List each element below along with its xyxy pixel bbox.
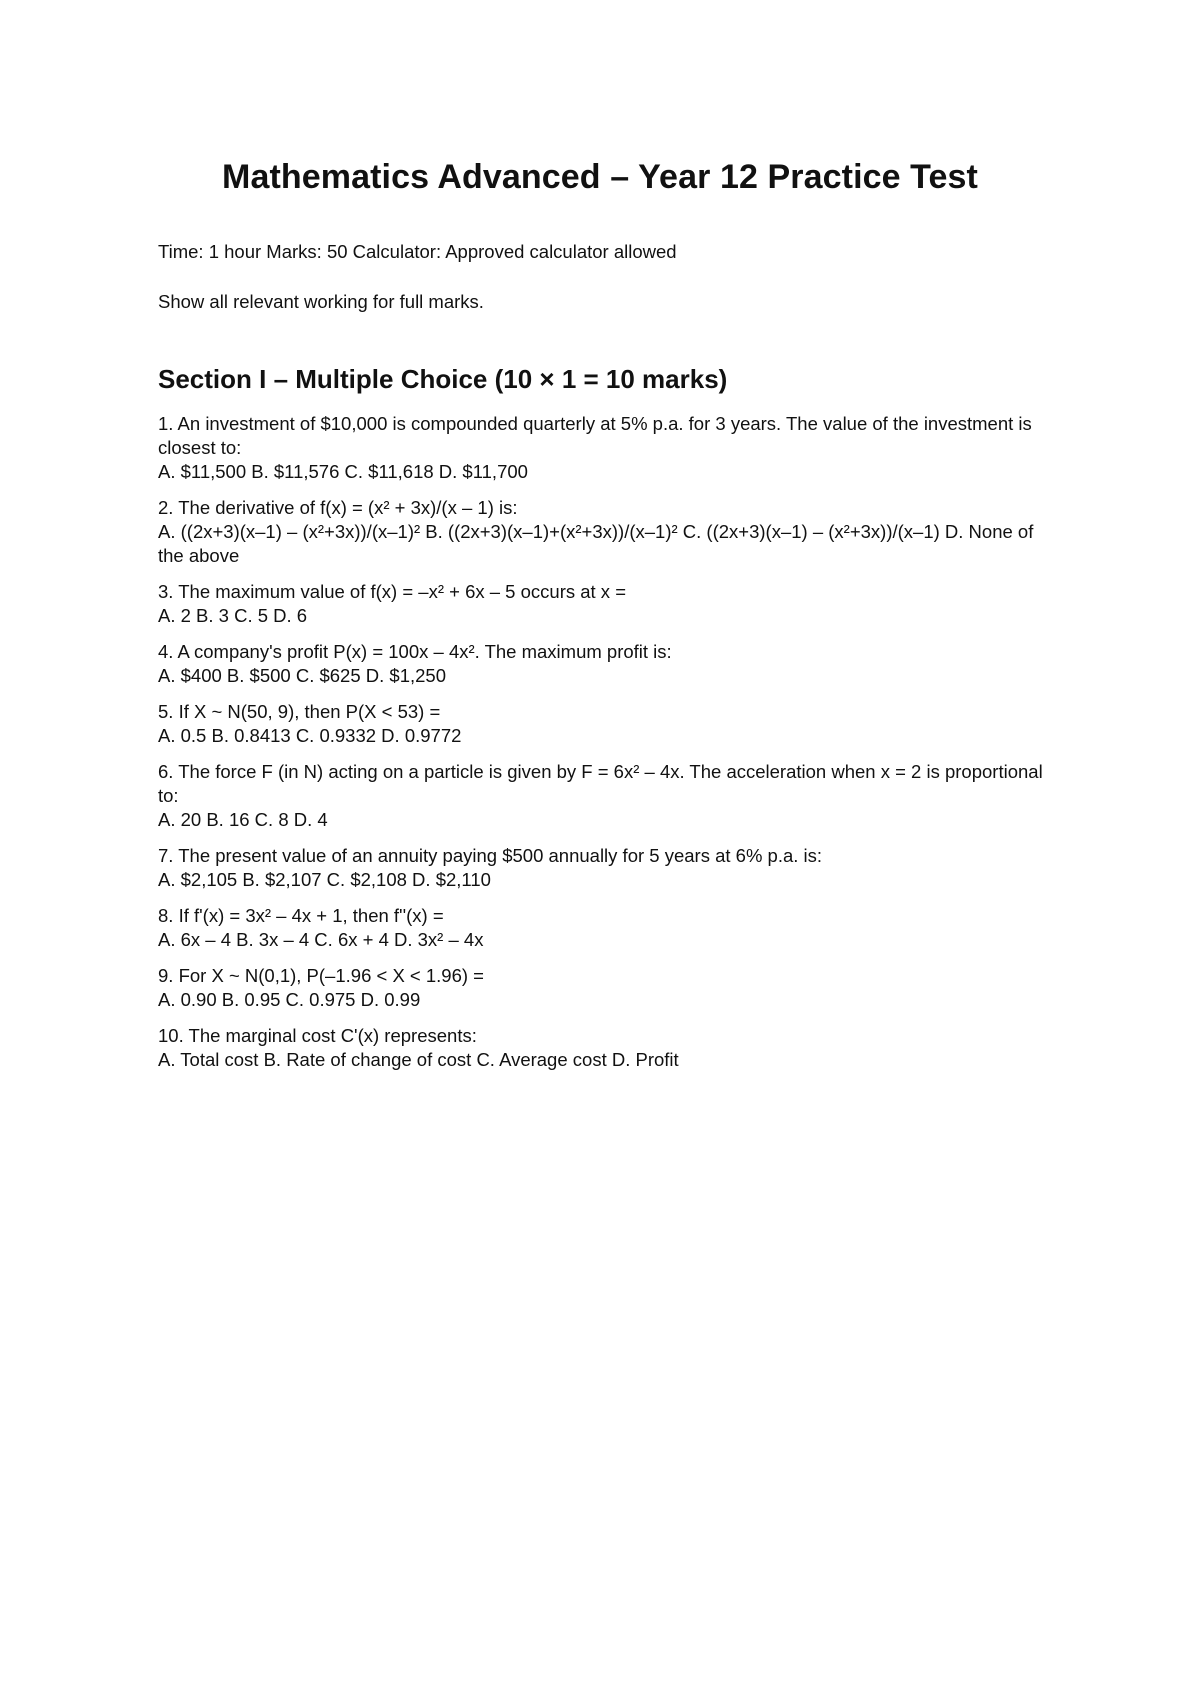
question-stem: 1. An investment of $10,000 is compounded quarterly at 5% p.a. for 3 years. The value of the investment is closest to: — [158, 413, 1032, 458]
question-6 — [158, 760, 1058, 832]
question-options: A. $400 B. $500 C. $625 D. $1,250 — [158, 665, 446, 686]
question-stem: 6. The force F (in N) acting on a particle is given by F = 6x² – 4x. The acceleration when x = 2 is proportional to: — [158, 761, 1043, 806]
question-stem: 5. If X ~ N(50, 9), then P(X < 53) = — [158, 701, 441, 722]
question-options: A. $11,500 B. $11,576 C. $11,618 D. $11,700 — [158, 461, 528, 482]
question-8 — [158, 904, 1058, 952]
instruction-text: Show all relevant working for full marks. — [158, 291, 484, 312]
test-details: Time: 1 hour Marks: 50 Calculator: Approved calculator allowed — [158, 241, 677, 262]
question-4 — [158, 640, 1058, 688]
question-stem: 10. The marginal cost C'(x) represents: — [158, 1025, 477, 1046]
question-options: A. ((2x+3)(x–1) – (x²+3x))/(x–1)² B. ((2x+3)(x–1)+(x²+3x))/(x–1)² C. ((2x+3)(x–1) – (x²+3x))/(x–1) D. None of the above — [158, 521, 1034, 566]
document-title: Mathematics Advanced – Year 12 Practice Test — [222, 158, 978, 196]
question-options: A. Total cost B. Rate of change of cost C. Average cost D. Profit — [158, 1049, 679, 1070]
question-options: A. 2 B. 3 C. 5 D. 6 — [158, 605, 308, 626]
question-options: A. $2,105 B. $2,107 C. $2,108 D. $2,110 — [158, 869, 491, 890]
document-body — [158, 240, 1058, 1084]
question-options: A. 0.5 B. 0.8413 C. 0.9332 D. 0.9772 — [158, 725, 462, 746]
question-stem: 7. The present value of an annuity paying $500 annually for 5 years at 6% p.a. is: — [158, 845, 823, 866]
question-stem: 3. The maximum value of f(x) = –x² + 6x – 5 occurs at x = — [158, 581, 627, 602]
question-stem: 2. The derivative of f(x) = (x² + 3x)/(x – 1) is: — [158, 497, 518, 518]
question-stem: 8. If f'(x) = 3x² – 4x + 1, then f''(x) = — [158, 905, 444, 926]
question-10 — [158, 1024, 1058, 1072]
question-3 — [158, 580, 1058, 628]
question-options: A. 20 B. 16 C. 8 D. 4 — [158, 809, 328, 830]
section-heading: Section I – Multiple Choice (10 × 1 = 10 marks) — [158, 364, 728, 394]
question-2 — [158, 496, 1058, 568]
question-stem: 9. For X ~ N(0,1), P(–1.96 < X < 1.96) = — [158, 965, 484, 986]
question-stem: 4. A company's profit P(x) = 100x – 4x². The maximum profit is: — [158, 641, 672, 662]
question-options: A. 6x – 4 B. 3x – 4 C. 6x + 4 D. 3x² – 4x — [158, 929, 484, 950]
question-7 — [158, 844, 1058, 892]
question-options: A. 0.90 B. 0.95 C. 0.975 D. 0.99 — [158, 989, 421, 1010]
question-9 — [158, 964, 1058, 1012]
question-5 — [158, 700, 1058, 748]
question-1 — [158, 412, 1058, 484]
